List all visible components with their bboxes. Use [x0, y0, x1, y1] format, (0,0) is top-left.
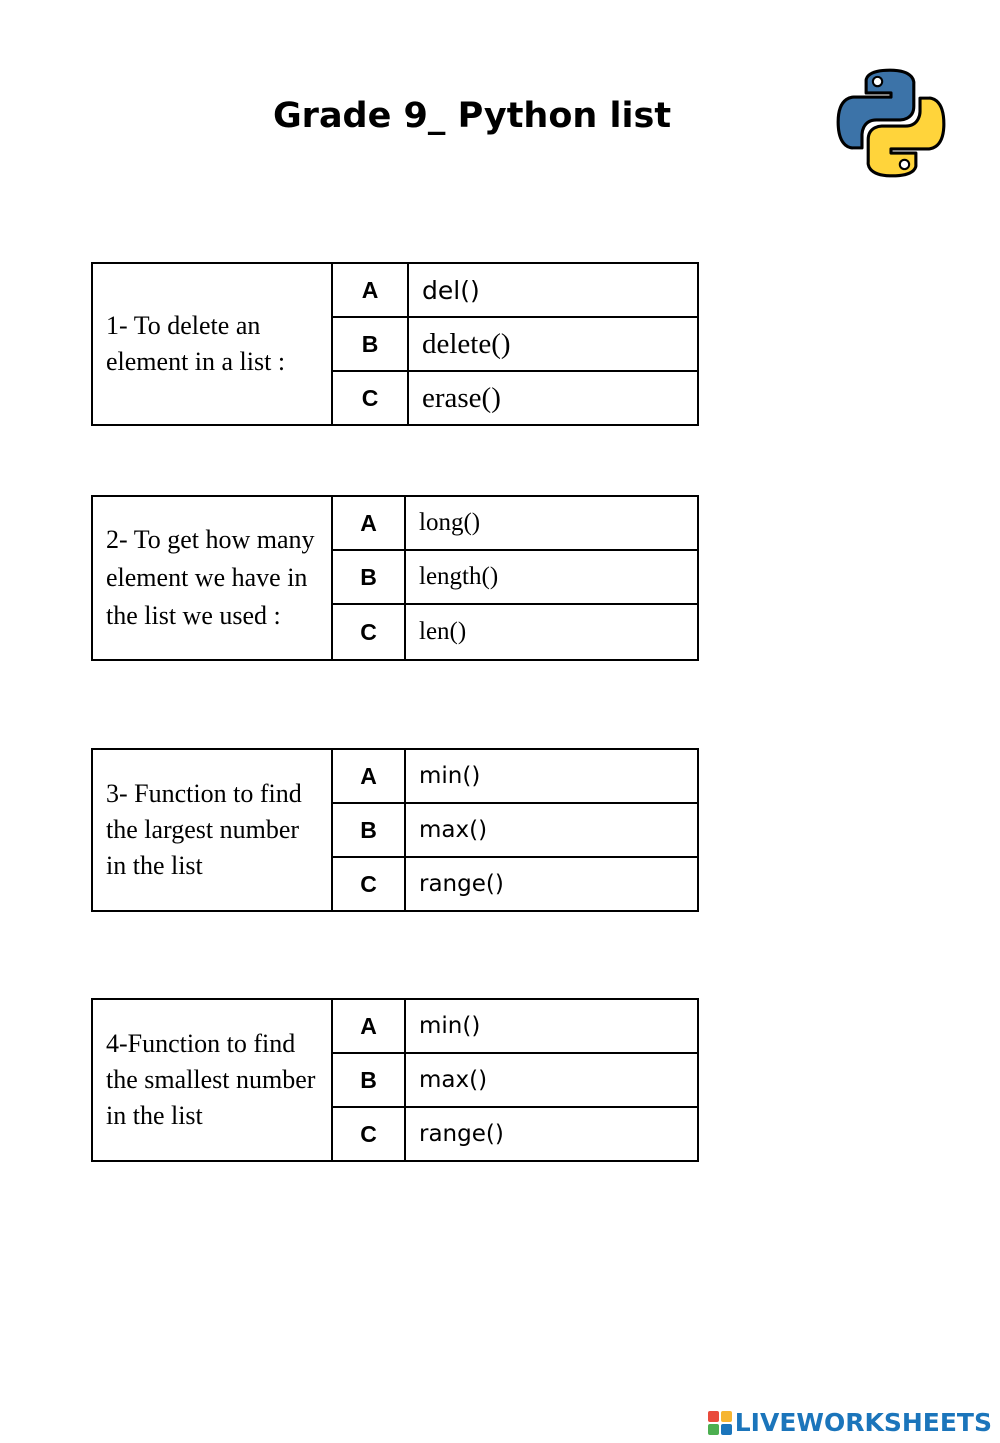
question-2-option-c[interactable]: len(): [405, 604, 698, 660]
liveworksheets-logo-icon: [708, 1411, 732, 1435]
question-1-text: 1- To delete an element in a list :: [92, 263, 332, 425]
question-2-text: 2- To get how many element we have in the list we used :: [92, 496, 332, 660]
option-letter-a: A: [332, 496, 405, 550]
option-letter-a: A: [332, 999, 405, 1053]
watermark-text: LIVEWORKSHEETS: [734, 1408, 992, 1437]
option-letter-c: C: [332, 371, 408, 425]
question-3-option-b[interactable]: max(): [405, 803, 698, 857]
page-title: Grade 9_ Python list: [272, 96, 672, 136]
question-2-option-b[interactable]: length(): [405, 550, 698, 604]
question-1-option-a[interactable]: del(): [408, 263, 698, 317]
python-logo-icon: [834, 66, 948, 180]
option-letter-c: C: [332, 1107, 405, 1161]
question-3-text: 3- Function to find the largest number in the list: [92, 749, 332, 911]
option-letter-a: A: [332, 749, 405, 803]
question-3-option-a[interactable]: min(): [405, 749, 698, 803]
question-3-table: [91, 748, 699, 912]
option-letter-b: B: [332, 317, 408, 371]
option-letter-b: B: [332, 550, 405, 604]
question-4-table: [91, 998, 699, 1162]
question-4-text: 4-Function to find the smallest number in the list: [92, 999, 332, 1161]
option-letter-b: B: [332, 1053, 405, 1107]
question-1-option-b[interactable]: delete(): [408, 317, 698, 371]
question-4-option-a[interactable]: min(): [405, 999, 698, 1053]
option-letter-c: C: [332, 857, 405, 911]
question-4-option-b[interactable]: max(): [405, 1053, 698, 1107]
watermark[interactable]: [708, 1408, 992, 1437]
question-1-option-c[interactable]: erase(): [408, 371, 698, 425]
option-letter-a: A: [332, 263, 408, 317]
question-3-option-c[interactable]: range(): [405, 857, 698, 911]
question-4-option-c[interactable]: range(): [405, 1107, 698, 1161]
question-1-table: [91, 262, 699, 426]
question-2-option-a[interactable]: long(): [405, 496, 698, 550]
option-letter-c: C: [332, 604, 405, 660]
question-2-table: [91, 495, 699, 661]
option-letter-b: B: [332, 803, 405, 857]
